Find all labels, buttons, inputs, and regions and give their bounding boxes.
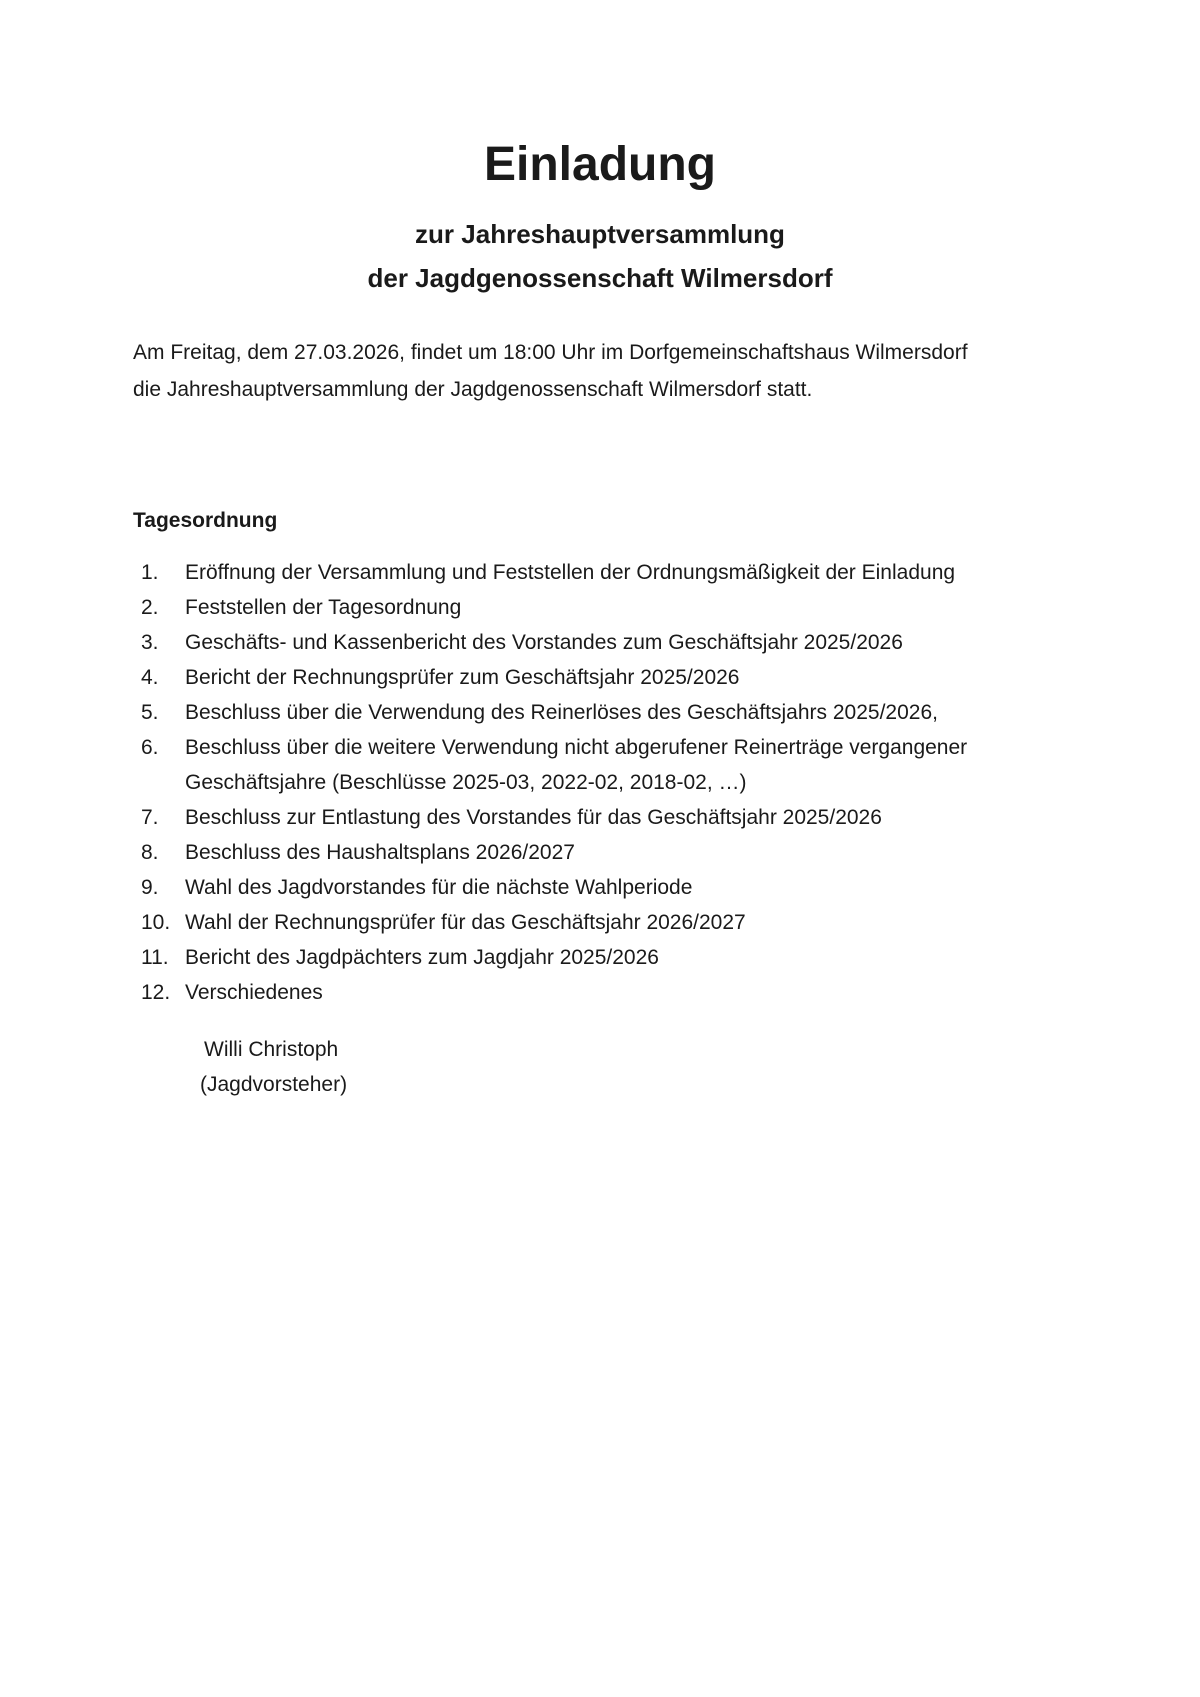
agenda-item — [141, 905, 1067, 940]
agenda-item-text: Beschluss über die Verwendung des Reinerlöses des Geschäftsjahrs 2025/2026, — [185, 701, 938, 724]
agenda-item-text: Bericht der Rechnungsprüfer zum Geschäftsjahr 2025/2026 — [185, 666, 740, 689]
agenda-item-number: 10. — [141, 911, 171, 934]
agenda-item-text: Beschluss über die weitere Verwendung nicht abgerufener Reinerträge vergangener Geschäftsjahre (Beschlüsse 2025-03, 2022-02, 2018-02, …) — [185, 736, 968, 794]
agenda-item-number: 3. — [141, 631, 159, 654]
agenda-item-text: Beschluss des Haushaltsplans 2026/2027 — [185, 841, 575, 864]
intro-line-1: Am Freitag, dem 27.03.2026, findet um 18:00 Uhr im Dorfgemeinschaftshaus Wilmersdorf — [133, 341, 968, 364]
agenda-item — [141, 590, 1067, 625]
agenda-item-number: 9. — [141, 876, 159, 899]
intro-paragraph — [133, 334, 1067, 408]
agenda-item — [141, 975, 1067, 1010]
agenda-item-text: Eröffnung der Versammlung und Feststellen der Ordnungsmäßigkeit der Einladung — [185, 561, 956, 584]
agenda-item-text: Geschäfts- und Kassenbericht des Vorstandes zum Geschäftsjahr 2025/2026 — [185, 631, 903, 654]
subtitle-line-1: zur Jahreshauptversammlung — [415, 219, 785, 249]
agenda-item-number: 2. — [141, 596, 159, 619]
signature-name: Willi Christoph — [204, 1038, 339, 1061]
agenda-item-number: 11. — [141, 946, 169, 969]
document-subtitle — [133, 212, 1067, 300]
agenda-item — [141, 625, 1067, 660]
signature-block — [200, 1032, 1067, 1102]
agenda-item — [141, 870, 1067, 905]
agenda-item-text: Wahl der Rechnungsprüfer für das Geschäftsjahr 2026/2027 — [185, 911, 746, 934]
agenda-item-text: Beschluss zur Entlastung des Vorstandes für das Geschäftsjahr 2025/2026 — [185, 806, 882, 829]
agenda-heading: Tagesordnung — [133, 509, 278, 532]
agenda-item-text: Bericht des Jagdpächters zum Jagdjahr 2025/2026 — [185, 946, 659, 969]
intro-line-2: die Jahreshauptversammlung der Jagdgenossenschaft Wilmersdorf statt. — [133, 378, 813, 401]
agenda-item — [141, 800, 1067, 835]
agenda-item — [141, 695, 1067, 730]
agenda-item-number: 8. — [141, 841, 159, 864]
agenda-item-number: 7. — [141, 806, 159, 829]
agenda-item — [141, 730, 1067, 800]
agenda-item-text: Feststellen der Tagesordnung — [185, 596, 462, 619]
agenda-item-number: 12. — [141, 981, 171, 1004]
signature-role: (Jagdvorsteher) — [200, 1073, 348, 1096]
agenda-item-number: 6. — [141, 736, 159, 759]
agenda-item — [141, 835, 1067, 870]
agenda-item — [141, 660, 1067, 695]
agenda-list — [133, 555, 1067, 1010]
agenda-item-text: Wahl des Jagdvorstandes für die nächste Wahlperiode — [185, 876, 693, 899]
agenda-item — [141, 555, 1067, 590]
subtitle-line-2: der Jagdgenossenschaft Wilmersdorf — [367, 263, 833, 293]
agenda-item — [141, 940, 1067, 975]
document-title: Einladung — [484, 138, 716, 191]
agenda-item-number: 1. — [141, 561, 159, 584]
agenda-item-number: 5. — [141, 701, 159, 724]
agenda-item-text: Verschiedenes — [185, 981, 323, 1004]
agenda-item-number: 4. — [141, 666, 159, 689]
